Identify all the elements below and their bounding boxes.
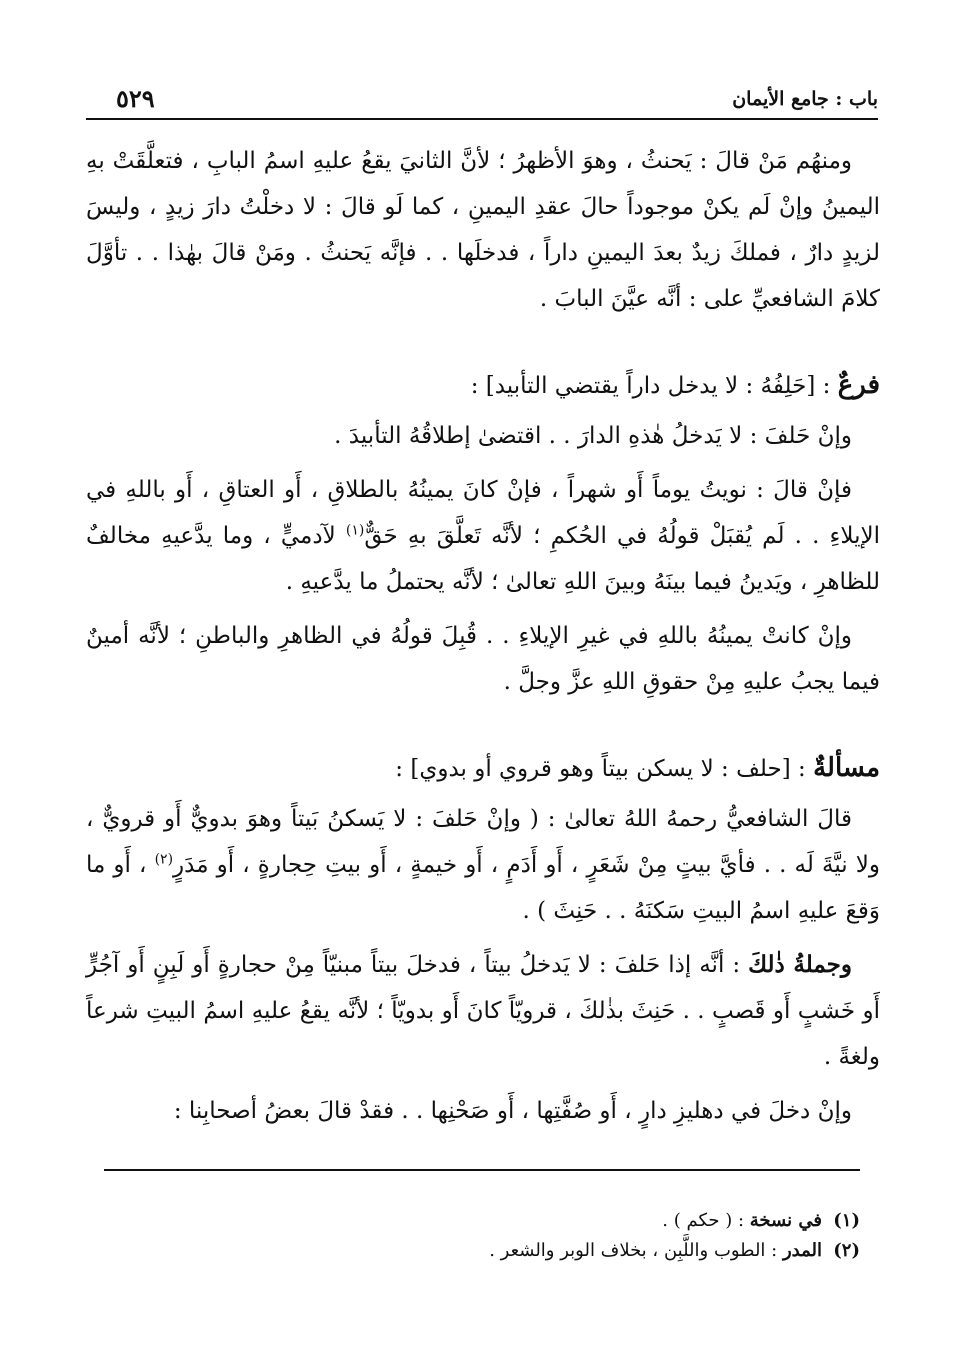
footnotes — [100, 1206, 860, 1266]
footnote-ref-1: (١) — [345, 522, 365, 539]
masala-paragraph-1-text-a: قالَ الشافعيُّ رحمهُ اللهُ تعالىٰ : ( وإنْ حَلفَ : لا يَسكنُ بَيتاً وهوَ بدويٌّ أَو قرويٌّ ، ولا نيَّةَ لَه . . فأيَّ بيتٍ مِنْ شَعَرٍ ، أَو أَدَمٍ ، أَو خيمةٍ ، أَو بيتِ حِجارةٍ ، أَو مَدَرٍ — [86, 806, 880, 878]
page-number: ٥٢٩ — [116, 84, 155, 113]
far-label: فرعٌ — [837, 370, 880, 400]
footnote-2 — [100, 1236, 860, 1266]
footnote-2-text: : الطوب واللَّبِن ، بخلاف الوبر والشعر . — [489, 1240, 783, 1261]
intro-paragraph: ومنهُم مَنْ قالَ : يَحنثُ ، وهوَ الأظهرُ ؛ لأنَّ الثانيَ يقعُ عليهِ اسمُ البابِ ، فتعلَّقَتْ بهِ اليمينُ وإنْ لَم يكنْ موجوداً حالَ عقدِ اليمينِ ، كما لَو قالَ : لا دخلْتُ دارَ زيدٍ ، وليسَ لزيدٍ دارٌ ، فملكَ زيدٌ بعدَ اليمينِ داراً ، فدخلَها . . فإنَّه يَحنثُ . ومَنْ قالَ بهٰذا . . تأوَّلَ كلامَ الشافعيِّ على : أنَّه عيَّنَ البابَ . — [86, 148, 880, 312]
masala-heading — [86, 745, 880, 792]
main-text — [86, 138, 880, 1142]
footnote-1-term: في نسخة — [749, 1210, 822, 1231]
footnote-1-number: (١) — [833, 1210, 860, 1231]
far-paragraph-3: وإنْ كانتْ يمينُهُ باللهِ في غيرِ الإيلاءِ . . قُبِلَ قولُهُ في الظاهرِ والباطنِ ؛ لأنَّه أمينٌ فيما يجبُ عليهِ مِنْ حقوقِ اللهِ عزَّ وجلَّ . — [86, 623, 880, 695]
masala-section — [86, 745, 880, 1134]
masala-paragraph-1 — [86, 796, 880, 934]
footnote-2-term: المدر — [782, 1240, 822, 1261]
masala-paragraph-2 — [86, 942, 880, 1080]
masala-paragraph-3: وإنْ دخلَ في دهليزِ دارٍ ، أَو صُفَّتِها ، أَو صَحْنِها . . فقدْ قالَ بعضُ أصحابِنا : — [173, 1098, 852, 1124]
masala-label: مسألةٌ — [813, 753, 880, 783]
far-paragraph-2 — [86, 467, 880, 605]
far-title: : [حَلِفُهُ : لا يدخل داراً يقتضي التأبيد] : — [470, 373, 838, 399]
far-section — [86, 362, 880, 705]
page-header — [86, 78, 878, 120]
footnote-1-text: : ( حكم ) . — [662, 1210, 750, 1231]
footnote-2-number: (٢) — [833, 1240, 860, 1261]
far-paragraph-2-text-a: فإنْ قالَ : نويتُ يوماً أَو شهراً ، فإنْ كانَ يمينُهُ بالطلاقِ ، أَو العتاقِ ، أَو باللهِ في الإيلاءِ . . لَم يُقبَلْ قولُهُ في الحُكمِ ؛ لأنَّه تَعلَّقَ بهِ حَقٌّ — [86, 477, 880, 549]
footnote-1 — [100, 1206, 860, 1236]
masala-paragraph-1-text-b: ، أَو ما وَقعَ عليهِ اسمُ البيتِ سَكنَهُ . . حَنِثَ ) . — [86, 852, 880, 924]
far-paragraph-2-text-b: لآدميٍّ ، وما يدَّعيهِ مخالفٌ للظاهرِ ، ويَدينُ فيما بينَهُ وبينَ اللهِ تعالىٰ ؛ لأنَّه يحتملُ ما يدَّعيهِ . — [86, 523, 880, 595]
masala-paragraph-2-rest: : أنَّه إذا حَلفَ : لا يَدخلُ بيتاً ، فدخلَ بيتاً مبنيّاً مِنْ حجارةٍ أَو لَبِنٍ أَو آجُرٍّ أَو خَشبٍ أَو قَصبٍ . . حَنِثَ بذٰلكَ ، قرويّاً كانَ أَو بدويّاً ؛ لأنَّه يقعُ عليهِ اسمُ البيتِ شرعاً ولغةً . — [86, 952, 880, 1070]
far-paragraph-1: وإنْ حَلفَ : لا يَدخلُ هٰذهِ الدارَ . . اقتضىٰ إطلاقُهُ التأبيدَ . — [334, 423, 852, 449]
running-title: باب : جامع الأيمان — [732, 88, 878, 110]
footnote-ref-2: (٢) — [154, 851, 174, 868]
masala-title: : [حلف : لا يسكن بيتاً وهو قروي أو بدوي] : — [395, 756, 814, 782]
masala-paragraph-2-lead: وجملةُ ذٰلكَ — [748, 951, 852, 978]
footnote-divider — [104, 1169, 860, 1171]
far-heading — [86, 362, 880, 409]
